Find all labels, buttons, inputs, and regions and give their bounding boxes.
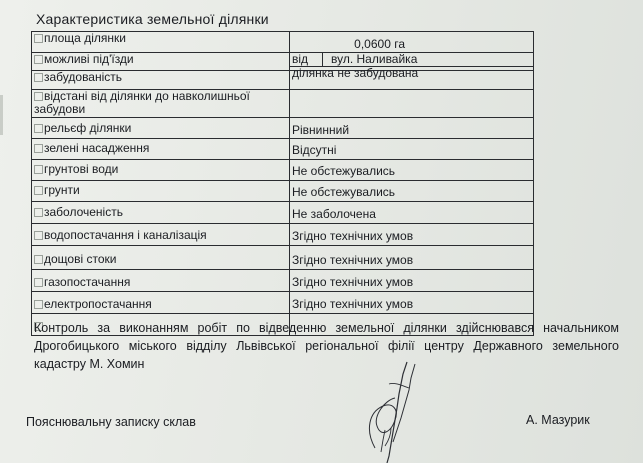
row-value: Не обстежувались [290,181,534,202]
table-row [32,160,534,181]
checkbox-icon [34,55,43,64]
row-label: заболоченість [32,202,290,224]
row-label: рельєф ділянки [32,118,290,139]
checkbox-icon [34,73,43,82]
table-row [32,32,534,53]
development-value: ділянка не забудована [290,66,533,85]
row-label: можливі під'їзди [32,53,290,71]
checkbox-icon [34,34,43,43]
table-row [32,181,534,202]
row-value: Відсутні [290,139,534,160]
checkbox-icon [34,300,43,309]
row-value [290,52,534,90]
checkbox-icon [34,92,43,101]
table-row [32,139,534,160]
row-label: електропостачання [32,292,290,314]
control-note: Контроль за виконанням робіт по відведенню земельної ділянки здійснювався начальником Дрогобицького міського відділу Львівської регіональної філії центру Державного земельного кадастру М. Хомин [34,321,619,371]
land-characteristics-table [31,31,534,336]
signature-image [355,360,435,463]
checkbox-icon [34,255,43,264]
checkbox-icon [34,278,43,287]
row-label: газопостачання [32,270,290,292]
row-value [290,90,534,118]
checkbox-icon [34,144,43,153]
checkbox-icon [34,208,43,217]
row-label: площа ділянки [32,32,290,53]
table-row [32,90,534,118]
row-value: Згідно технічних умов [290,292,534,314]
author-name: А. Мазурик [526,413,590,427]
row-value: Згідно технічних умов [290,270,534,292]
table-row [32,270,534,292]
row-value: Не обстежувались [290,160,534,181]
table-row [32,71,534,90]
page-edge-mark [0,95,3,135]
row-label: водопостачання і каналізація [32,224,290,246]
row-label: забудованість [32,71,290,90]
row-label: грунтові води [32,160,290,181]
checkbox-icon [34,231,43,240]
access-prefix: від [292,52,309,66]
checkbox-icon [34,124,43,133]
row-value: 0,0600 га [290,32,534,71]
access-street: вул. Наливайка [322,53,417,66]
row-label: грунти [32,181,290,202]
checkbox-icon [34,165,43,174]
row-value: Не заболочена [290,202,534,224]
table-row [32,118,534,139]
row-value: Згідно технічних умов [290,246,534,270]
table-row [32,202,534,224]
table-row [32,224,534,246]
row-value: Згідно технічних умов [290,224,534,246]
checkbox-icon [34,186,43,195]
row-label: дощові стоки [32,246,290,270]
table-row [32,292,534,314]
section-title: Характеристика земельної ділянки [36,11,269,27]
row-label: відстані від ділянки до навколишньої забудови [32,90,290,118]
row-value: Рівнинний [290,118,534,139]
row-label: зелені насадження [32,139,290,160]
table-row [32,246,534,270]
explanatory-note-label: Пояснювальну записку склав [26,415,196,429]
